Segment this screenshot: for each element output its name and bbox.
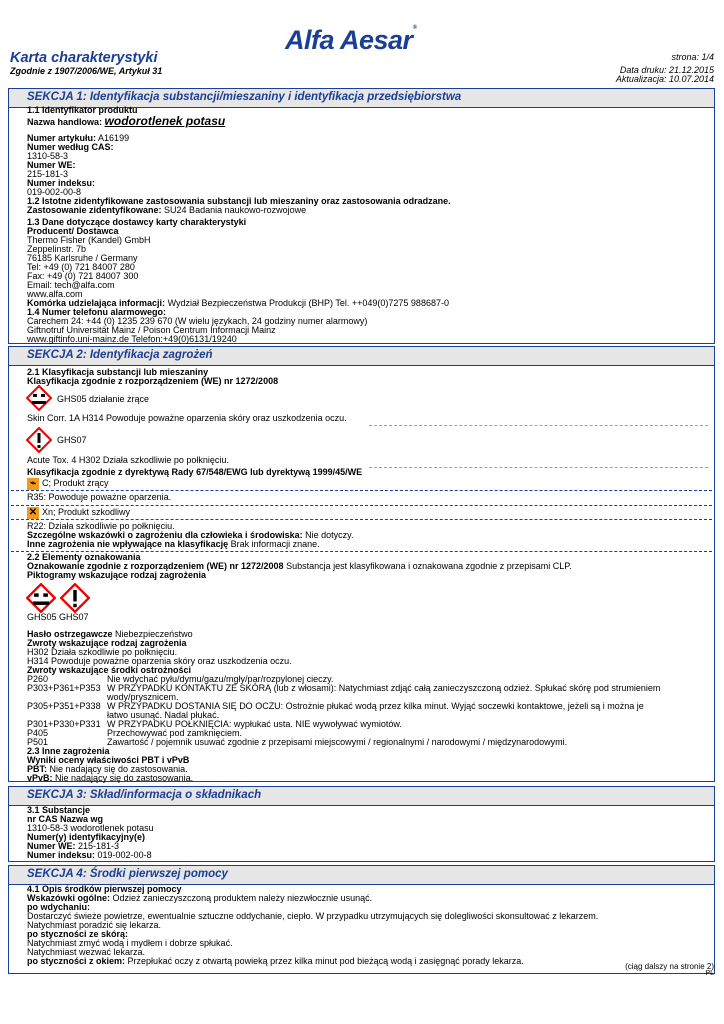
- separator-dashed: [11, 490, 712, 491]
- section-3: [8, 786, 715, 862]
- skin-contact-advice: Natychmiast zmyć wodą i mydłem i dobrze spłukać.: [27, 938, 233, 948]
- skin-corr-classification: Skin Corr. 1A H314 Powoduje poważne oparzenia skóry oraz uszkodzenia oczu.: [27, 413, 347, 423]
- section-3-title: SEKCJA 3: Skład/informacja o składnikach: [9, 787, 714, 806]
- cas-name-heading: nr CAS Nazwa wg: [27, 814, 104, 824]
- other-hazards-note: Inne zagrożenia nie wpływające na klasyfikację Brak informacji znane.: [27, 539, 320, 549]
- skin-contact-label: po styczności ze skórą:: [27, 929, 129, 939]
- clp-classification-heading: Klasyfikacja zgodnie z rozporządzeniem (WE) nr 1272/2008: [27, 376, 279, 386]
- ghs07-exclamation-icon: [26, 427, 52, 453]
- vpvb-result: vPvB: Nie nadający się do zastosowania.: [27, 773, 194, 783]
- r22-phrase: R22: Działa szkodliwie po połknięciu.: [27, 521, 175, 531]
- xn-harmful-label: Xn; Produkt szkodliwy: [42, 507, 131, 517]
- precaution-item: łatwo usunąć. Nadal płukać.: [107, 710, 220, 720]
- precaution-item: P305+P351+P338 W PRZYPADKU DOSTANIA SIĘ DO OCZU: Ostrożnie płukać wodą przez kilka minut. Wyjąć soczewki kontaktowe, jeżeli są i można je: [27, 701, 644, 711]
- identification-numbers-heading: Numer(y) identyfikacyjny(e): [27, 832, 146, 842]
- hazard-statements-heading: Zwroty wskazujące rodzaj zagrożenia: [27, 638, 187, 648]
- precaution-item: P260 Nie wdychać pyłu/dymu/gazu/mgły/par/rozpylonej cieczy.: [27, 674, 334, 684]
- ghs05-label: GHS05 działanie żrące: [57, 394, 150, 404]
- section-1: [8, 88, 715, 344]
- first-aid-heading: 4.1 Opis środków pierwszej pomocy: [27, 884, 182, 894]
- inhalation-doctor: Natychmiast poradzić się lekarza.: [27, 920, 162, 930]
- skin-contact-doctor: Natychmiast wezwać lekarza.: [27, 947, 146, 957]
- precaution-item: P301+P330+P331 W PRZYPADKU POŁKNIĘCIA: wypłukać usta. NIE wywoływać wymiotów.: [27, 719, 402, 729]
- article-number: Numer artykułu: A16199: [27, 133, 130, 143]
- hazard-h314: H314 Powoduje poważne oparzenia skóry oraz uszkodzenia oczu.: [27, 656, 292, 666]
- separator-dashed: [11, 519, 712, 520]
- c-corrosive-label: C; Produkt żrący: [42, 478, 109, 488]
- separator-dashed: [11, 505, 712, 506]
- special-hazard-notes: Szczególne wskazówki o zagrożeniu dla człowieka i środowiska: Nie dotyczy.: [27, 530, 354, 540]
- section-1-title: SEKCJA 1: Identyfikacja substancji/mieszaniny i identyfikacja przedsiębiorstwa: [9, 89, 714, 108]
- signal-word: Hasło ostrzegawcze Niebezpieczeństwo: [27, 629, 193, 639]
- document-subtitle: Zgodnie z 1907/2006/WE, Artykuł 31: [10, 66, 163, 76]
- ghs05-corrosion-icon: [26, 385, 52, 411]
- precaution-item: P405 Przechowywać pod zamknięciem.: [27, 728, 243, 738]
- trade-name-line: Nazwa handlowa: wodorotlenek potasu: [27, 114, 226, 128]
- substance-cas-line: 1310-58-3 wodorotlenek potasu: [27, 823, 154, 833]
- emergency-giftnotruf: Giftnotruf Universität Mainz / Poison Centrum Informacji Mainz: [27, 325, 276, 335]
- document-title: Karta charakterystyki: [10, 50, 158, 66]
- we-value: 215-181-3: [27, 169, 69, 179]
- producer-label: Producent/ Dostawca: [27, 226, 119, 236]
- we-label: Numer WE:: [27, 160, 76, 170]
- we-number: Numer WE: 215-181-3: [27, 841, 120, 851]
- inhalation-advice: Dostarczyć świeże powietrze, ewentualnie sztuczne oddychanie, ciepło. W przypadku utrzymujących się dolegliwości skonsultować z lekarzem.: [27, 911, 599, 921]
- pbt-result: PBT: Nie nadający się do zastosowania.: [27, 764, 188, 774]
- supplier-website[interactable]: www.alfa.com: [27, 289, 83, 299]
- emergency-website[interactable]: www.giftinfo.uni-mainz.de Telefon:+49(0)6131/19240: [27, 334, 237, 344]
- r35-phrase: R35: Powoduje poważne oparzenia.: [27, 492, 172, 502]
- ghs07-exclamation-icon: [60, 583, 90, 613]
- information-cell: Komórka udzielająca informacji: Wydział Bezpieczeństwa Produkcji (BHP) Tel. ++049(0)7275 988687-0: [27, 298, 449, 308]
- index-value: 019-002-00-8: [27, 187, 82, 197]
- precaution-item: wody/prysznicem.: [107, 692, 179, 702]
- update-date: Aktualizacja: 10.07.2014: [615, 74, 714, 84]
- index-label: Numer indeksu:: [27, 178, 96, 188]
- address-street: Zeppelinstr. 7b: [27, 244, 87, 254]
- continuation-note: (ciąg dalszy na stronie 2): [625, 962, 714, 971]
- section-4-title: SEKCJA 4: Środki pierwszej pomocy: [9, 866, 714, 885]
- language-code: PL: [705, 970, 714, 977]
- section-2: [8, 346, 715, 782]
- classification-heading: 2.1 Klasyfikacja substancji lub mieszaniny: [27, 367, 209, 377]
- uses-heading: 1.2 Istotne zidentyfikowane zastosowania substancji lub mieszaniny oraz zastosowania odradzane.: [27, 196, 451, 206]
- separator-dotted: [369, 425, 708, 426]
- general-advice: Wskazówki ogólne: Odzież zanieczyszczoną produktem należy niezwłocznie usunąć.: [27, 893, 373, 903]
- supplier-heading: 1.3 Dane dotyczące dostawcy karty charakterystyki: [27, 217, 247, 227]
- product-identifier-heading: 1.1 Identyfikator produktu: [27, 105, 138, 115]
- pictograms-heading: Piktogramy wskazujące rodzaj zagrożenia: [27, 570, 207, 580]
- other-hazards-heading: 2.3 Inne zagrożenia: [27, 746, 110, 756]
- harmful-hazard-icon: ✕: [28, 507, 38, 518]
- emergency-heading: 1.4 Numer telefonu alarmowego:: [27, 307, 167, 317]
- label-elements-heading: 2.2 Elementy oznakowania: [27, 552, 141, 562]
- eye-contact-advice: po styczności z okiem: Przepłukać oczy z otwartą powieką przez kilka minut pod bieżącą wodą i zasięgnąć porady lekarza.: [27, 956, 524, 966]
- clp-labelling: Oznakowanie zgodnie z rozporządzeniem (WE) nr 1272/2008 Substancja jest klasyfikowana i oznakowana zgodnie z przepisami CLP.: [27, 561, 572, 571]
- section-2-title: SEKCJA 2: Identyfikacja zagrożeń: [9, 347, 714, 366]
- substances-heading: 3.1 Substancje: [27, 805, 91, 815]
- identified-uses: Zastosowanie zidentyfikowane: SU24 Badania naukowo-rozwojowe: [27, 205, 307, 215]
- emergency-carechem: Carechem 24: +44 (0) 1235 239 670 (W wielu językach, 24 godziny numer alarmowy): [27, 316, 368, 326]
- section-4: [8, 865, 715, 974]
- corrosive-hazard-icon: ⌁: [27, 478, 39, 490]
- hazard-h302: H302 Działa szkodliwie po połknięciu.: [27, 647, 178, 657]
- trade-name: wodorotlenek potasu: [104, 114, 226, 128]
- supplier-email[interactable]: Email: tech@alfa.com: [27, 280, 115, 290]
- pbt-heading: Wyniki oceny właściwości PBT i vPvB: [27, 755, 190, 765]
- inhalation-label: po wdychaniu:: [27, 902, 90, 912]
- supplier-phone: Tel: +49 (0) 721 84007 280: [27, 262, 135, 272]
- page-number: strona: 1/4: [671, 52, 714, 62]
- alfa-aesar-logo: Alfa Aesar®: [285, 25, 417, 55]
- address-company: Thermo Fisher (Kandel) GmbH: [27, 235, 151, 245]
- cas-label: Numer według CAS:: [27, 142, 114, 152]
- index-number: Numer indeksu: 019-002-00-8: [27, 850, 152, 860]
- pictogram-codes: GHS05 GHS07: [27, 612, 89, 622]
- address-city: 76185 Karlsruhe / Germany: [27, 253, 138, 263]
- ghs07-label: GHS07: [57, 435, 87, 445]
- acute-tox-classification: Acute Tox. 4 H302 Działa szkodliwie po połknięciu.: [27, 455, 229, 465]
- ghs05-corrosion-icon: [26, 583, 56, 613]
- separator-dotted: [369, 467, 708, 468]
- precaution-heading: Zwroty wskazujące środki ostrożności: [27, 665, 192, 675]
- directive-classification-heading: Klasyfikacja zgodnie z dyrektywą Rady 67/548/EWG lub dyrektywą 1999/45/WE: [27, 467, 363, 477]
- precaution-item: P501 Zawartość / pojemnik usuwać zgodnie z przepisami miejscowymi / regionalnymi / narodowymi / międzynarodowymi.: [27, 737, 568, 747]
- supplier-fax: Fax: +49 (0) 721 84007 300: [27, 271, 139, 281]
- precaution-item: P303+P361+P353 W PRZYPADKU KONTAKTU ZE SKÓRĄ (lub z włosami): Natychmiast zdjąć całą zanieczyszczoną odzież. Spłukać skórę pod strumieniem: [27, 683, 661, 693]
- cas-value: 1310-58-3: [27, 151, 69, 161]
- print-date: Data druku: 21.12.2015: [619, 65, 714, 75]
